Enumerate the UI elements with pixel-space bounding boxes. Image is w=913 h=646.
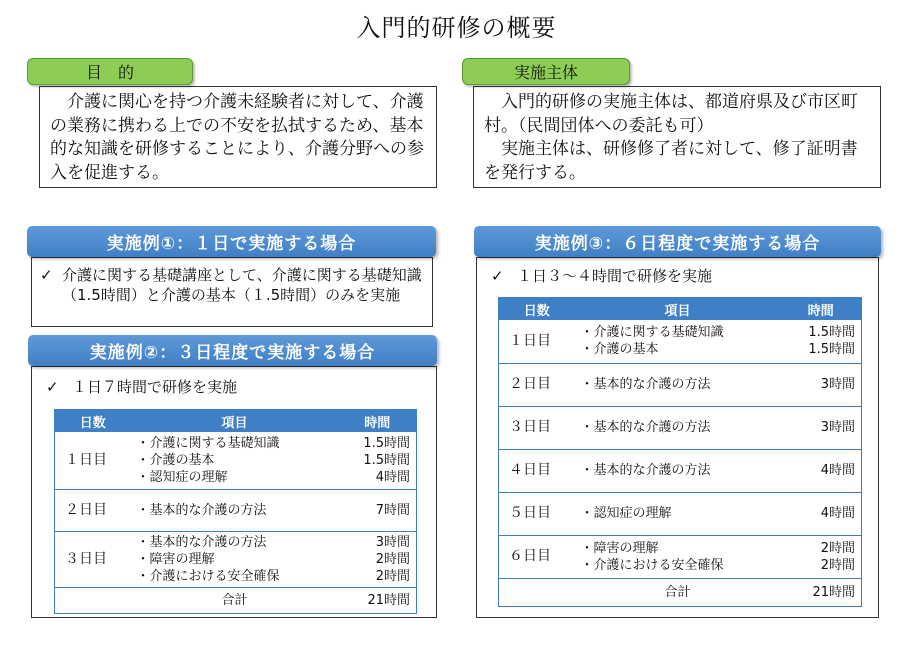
implementer-text-1: 入門的研修の実施主体は、都道府県及び市区町村。（民間団体への委託も可）: [484, 92, 858, 136]
day-cell: ３日目: [499, 406, 575, 449]
hours-line: 2時間: [820, 540, 855, 556]
item-cell: [131, 489, 339, 531]
hours-cell: [781, 363, 862, 406]
purpose-label: 目 的: [27, 58, 193, 85]
hours-line: 4時間: [820, 506, 855, 521]
item-line: ・障害の理解: [136, 551, 215, 567]
example2-item: [46, 377, 426, 397]
table-row: [499, 492, 862, 535]
day-cell: ４日目: [499, 449, 575, 492]
hours-line: 1.5時間: [808, 342, 855, 358]
hours-cell: [781, 492, 862, 535]
total-hours: 21時間: [781, 578, 862, 606]
column-header-hours: 時間: [339, 410, 417, 433]
item-line: ・介護における安全確保: [580, 557, 724, 573]
item-line: ・認知症の理解: [580, 506, 672, 521]
table-row: [55, 489, 417, 531]
hours-cell: [339, 489, 417, 531]
hours-line: 3時間: [820, 377, 855, 392]
implementer-box: [473, 86, 881, 188]
item-line: ・基本的な介護の方法: [580, 377, 711, 392]
item-cell: [575, 406, 781, 449]
item-line: ・基本的な介護の方法: [136, 534, 267, 550]
checkmark-icon: ✓: [40, 266, 53, 284]
checkmark-icon: ✓: [46, 378, 59, 396]
day-cell: ６日目: [499, 535, 575, 578]
item-line: ・基本的な介護の方法: [136, 502, 267, 518]
item-line: ・介護における安全確保: [136, 568, 280, 584]
hours-cell: [781, 406, 862, 449]
column-header-hours: 時間: [781, 298, 862, 321]
purpose-text: 介護に関心を持つ介護未経験者に対して、介護の業務に携わる上での不安を払拭するため、基本的な知識を研修することにより、介護分野への参入を促進する。: [50, 92, 424, 183]
item-cell: [575, 492, 781, 535]
example3-header: 実施例③：６日程度で実施する場合: [474, 226, 881, 257]
day-cell: １日目: [55, 432, 131, 489]
table-row: [499, 535, 862, 578]
page-title: 入門的研修の概要: [356, 14, 557, 42]
hours-line: 4時間: [820, 463, 855, 478]
example1-header: 実施例①：１日で実施する場合: [27, 226, 436, 257]
hours-line: 3時間: [375, 534, 410, 550]
item-line: ・介護の基本: [136, 452, 215, 468]
example3-item: [491, 266, 871, 286]
hours-line: 3時間: [820, 420, 855, 435]
total-hours: 21時間: [339, 587, 417, 613]
table-row: [499, 320, 862, 363]
hours-line: 7時間: [375, 502, 410, 518]
example3-text: １日３～４時間で研修を実施: [517, 267, 713, 285]
day-cell: １日目: [499, 320, 575, 363]
hours-line: 2時間: [375, 551, 410, 567]
hours-cell: [339, 531, 417, 587]
item-cell: [131, 432, 339, 489]
purpose-box: [39, 86, 437, 188]
hours-line: 1.5時間: [808, 325, 855, 341]
day-cell: ２日目: [499, 363, 575, 406]
total-row: [55, 587, 417, 613]
item-cell: [575, 320, 781, 363]
table-row: [55, 432, 417, 489]
item-line: ・介護に関する基礎知識: [136, 435, 280, 451]
total-label: 合計: [131, 587, 339, 613]
table-row: [55, 531, 417, 587]
hours-cell: [781, 535, 862, 578]
hours-line: 2時間: [820, 557, 855, 573]
item-cell: [575, 535, 781, 578]
example2-text: １日７時間で研修を実施: [72, 378, 238, 396]
hours-line: 1.5時間: [363, 435, 410, 451]
example3-box: [476, 257, 879, 618]
implementer-text-2: 実施主体は、研修修了者に対して、修了証明書を発行する。: [484, 139, 858, 183]
column-header-item: 項目: [131, 410, 339, 433]
total-row: [499, 578, 862, 606]
day-cell: ３日目: [55, 531, 131, 587]
example2-table: [54, 409, 417, 614]
table-row: [499, 449, 862, 492]
day-cell: ２日目: [55, 489, 131, 531]
example3-table: [498, 297, 862, 607]
table-row: [499, 406, 862, 449]
example2-box: [31, 366, 437, 618]
column-header-days: 日数: [499, 298, 575, 321]
item-cell: [131, 531, 339, 587]
example1-text: 介護に関する基礎講座として、介護に関する基礎知識（1.5時間）と介護の基本（１.5時間）のみを実施: [62, 266, 422, 304]
day-cell: ５日目: [499, 492, 575, 535]
checkmark-icon: ✓: [491, 267, 504, 285]
hours-line: 1.5時間: [363, 452, 410, 468]
example1-box: [31, 257, 433, 327]
hours-cell: [781, 320, 862, 363]
example2-header: 実施例②：３日程度で実施する場合: [28, 335, 437, 366]
item-cell: [575, 363, 781, 406]
item-line: ・基本的な介護の方法: [580, 420, 711, 435]
item-line: ・介護の基本: [580, 342, 659, 358]
hours-cell: [781, 449, 862, 492]
item-line: ・介護に関する基礎知識: [580, 325, 724, 341]
column-header-item: 項目: [575, 298, 781, 321]
example1-item: [40, 265, 425, 305]
column-header-days: 日数: [55, 410, 131, 433]
hours-cell: [339, 432, 417, 489]
item-line: ・認知症の理解: [136, 469, 228, 485]
implementer-label: 実施主体: [462, 58, 630, 85]
hours-line: 4時間: [375, 469, 410, 485]
hours-line: 2時間: [375, 568, 410, 584]
total-label: 合計: [575, 578, 781, 606]
table-row: [499, 363, 862, 406]
item-line: ・障害の理解: [580, 540, 659, 556]
item-cell: [575, 449, 781, 492]
item-line: ・基本的な介護の方法: [580, 463, 711, 478]
